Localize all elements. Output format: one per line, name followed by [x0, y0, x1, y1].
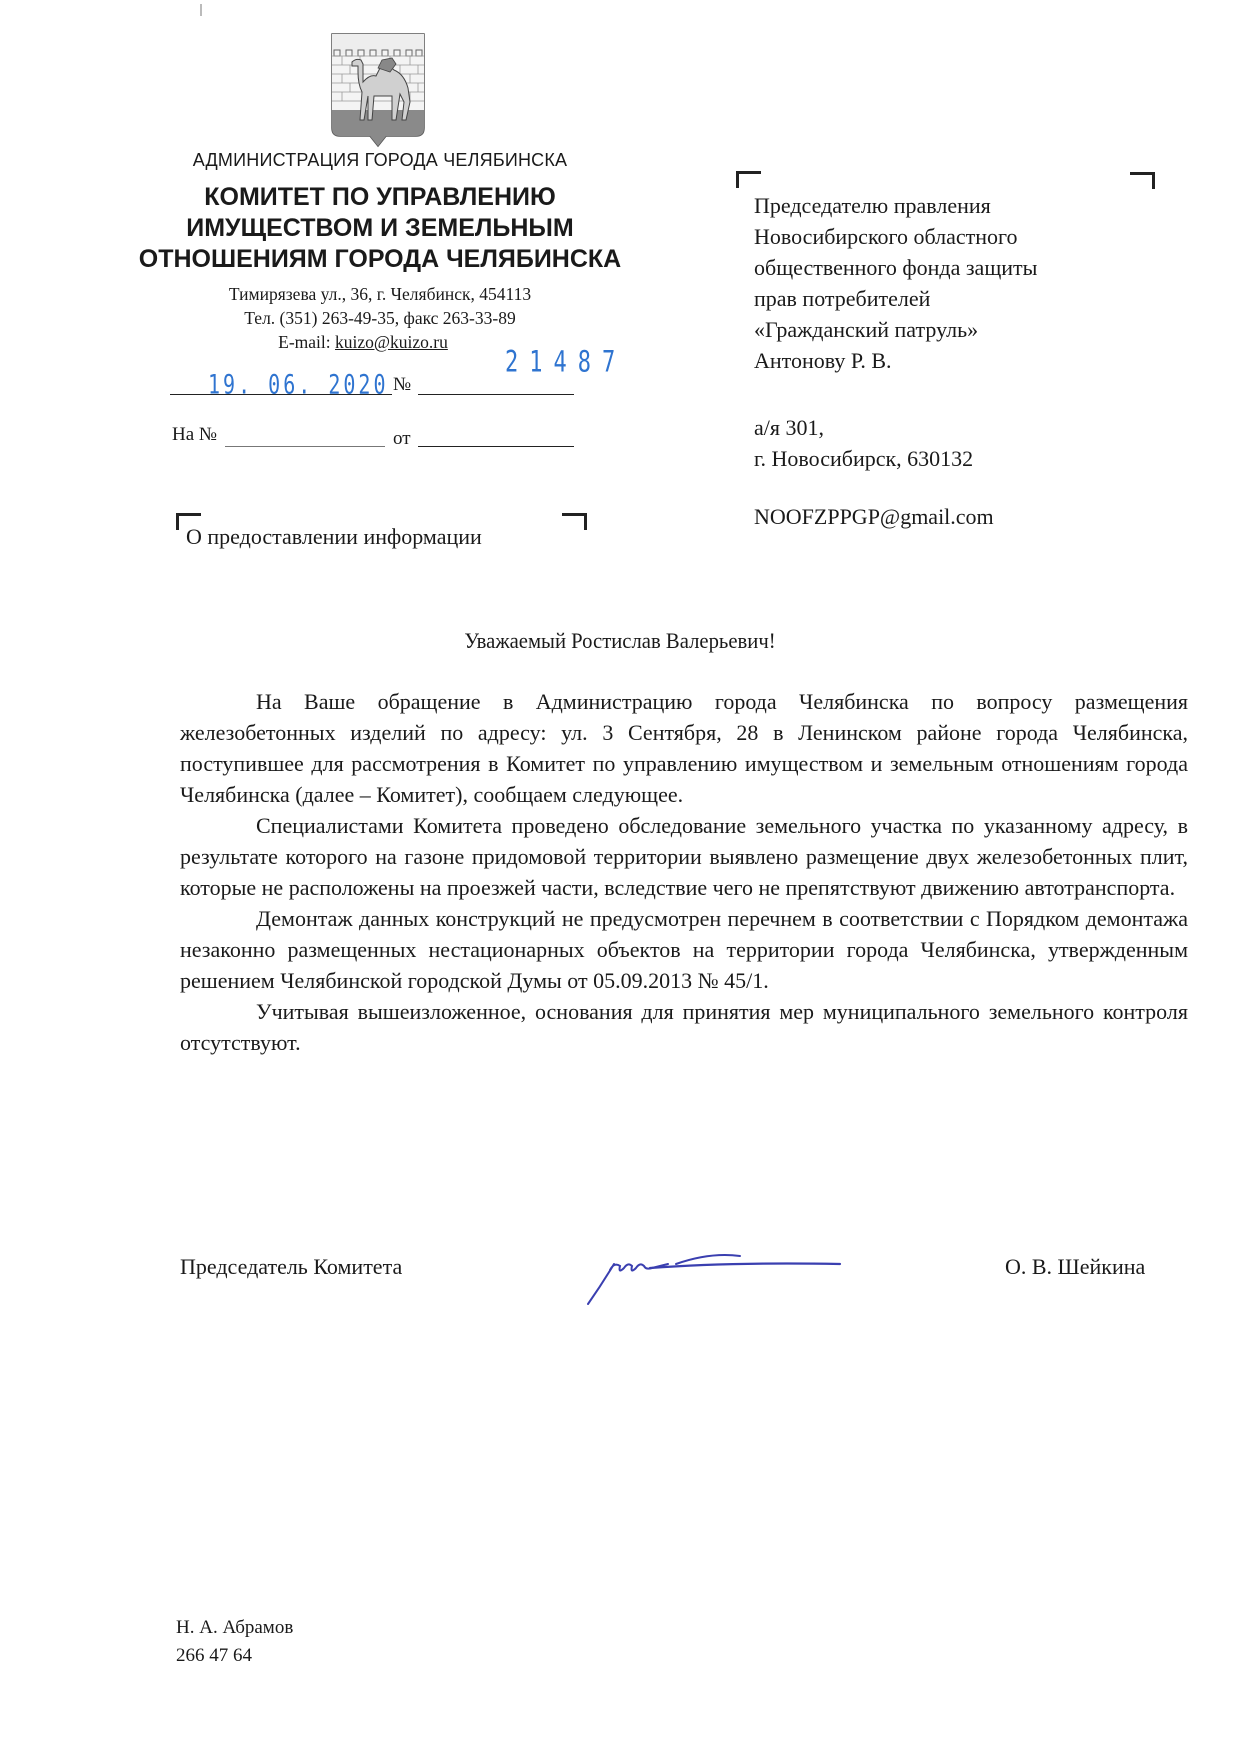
committee-title-line: ИМУЩЕСТВОМ И ЗЕМЕЛЬНЫМ	[186, 214, 574, 242]
greeting: Уважаемый Ростислав Валерьевич!	[464, 628, 776, 653]
committee-address: Тимирязева ул., 36, г. Челябинск, 454113	[228, 284, 532, 304]
committee-phone: Тел. (351) 263-49-35, факс 263-33-89	[244, 308, 516, 328]
coat-of-arms-icon	[330, 32, 426, 148]
subject-corner-right	[562, 513, 587, 530]
committee-title-line: ОТНОШЕНИЯМ ГОРОДА ЧЕЛЯБИНСКА	[138, 245, 622, 273]
body-paragraph: Учитывая вышеизложенное, основания для принятия мер муниципального земельного контроля отсутствуют.	[180, 999, 1188, 1055]
body-paragraph: На Ваше обращение в Администрацию города Челябинска по вопросу размещения железобетонных изделий по адресу: ул. 3 Сентября, 28 в Ленинском районе города Челябинска, поступившее для рассмотрения в Комитет по управлению имуществом и земельным отношениям города Челябинска (далее – Комитет), сообщаем следующее.	[180, 689, 1188, 807]
number-label: №	[393, 374, 412, 395]
committee-title-line: КОМИТЕТ ПО УПРАВЛЕНИЮ	[204, 183, 556, 211]
recipient-postal-address	[754, 412, 973, 474]
letter-subject: О предоставлении информации	[186, 524, 482, 549]
email-label: E-mail:	[278, 332, 336, 352]
recipient-line: «Гражданский патруль»	[754, 317, 979, 342]
recipient-corner-right	[1130, 172, 1155, 189]
recipient-line: Новосибирского областного	[754, 224, 1018, 249]
number-underline	[418, 394, 574, 395]
recipient-block	[754, 190, 1134, 376]
committee-contacts	[150, 282, 610, 354]
recipient-city: г. Новосибирск, 630132	[754, 446, 974, 471]
registration-date-stamp: 19. 06. 2020	[208, 368, 389, 401]
recipient-line: Председателю правления	[754, 193, 991, 218]
signatory-title: Председатель Комитета	[180, 1254, 403, 1279]
signatory-name: О. В. Шейкина	[1005, 1254, 1146, 1279]
recipient-po-box: а/я 301,	[754, 415, 824, 440]
recipient-name: Антонову Р. В.	[754, 348, 892, 373]
committee-email-link[interactable]: kuizo@kuizo.ru	[335, 332, 448, 352]
executor-block	[176, 1614, 293, 1670]
registration-number-stamp: 21487	[505, 346, 627, 380]
scan-artifact	[200, 4, 202, 16]
handwritten-signature-icon	[580, 1240, 850, 1310]
date-underline	[170, 394, 392, 395]
body-paragraph: Специалистами Комитета проведено обследование земельного участка по указанному адресу, в результате которого на газоне придомовой территории выявлено размещение двух железобетонных плит, которые не расположены на проезжей части, вследствие чего не препятствуют движению автотранспорта.	[180, 813, 1188, 900]
reply-to-number-underline	[225, 446, 385, 447]
from-date-underline	[418, 446, 574, 447]
recipient-line: общественного фонда защиты	[754, 255, 1038, 280]
recipient-line: прав потребителей	[754, 286, 931, 311]
reply-to-label: На №	[172, 424, 218, 445]
body-paragraph: Демонтаж данных конструкций не предусмотрен перечнем в соответствии с Порядком демонтажа незаконно размещенных нестационарных объектов на территории города Челябинска, утвержденным решением Челябинской городской Думы от 05.09.2013 № 45/1.	[180, 906, 1188, 993]
recipient-corner-left	[736, 171, 761, 188]
recipient-email: NOOFZPPGP@gmail.com	[754, 504, 994, 529]
executor-phone: 266 47 64	[176, 1645, 252, 1666]
letter-body	[180, 686, 1188, 1058]
administration-title: АДМИНИСТРАЦИЯ ГОРОДА ЧЕЛЯБИНСКА	[192, 150, 568, 170]
committee-title	[120, 182, 640, 275]
from-label: от	[393, 428, 411, 449]
executor-name: Н. А. Абрамов	[176, 1617, 294, 1638]
